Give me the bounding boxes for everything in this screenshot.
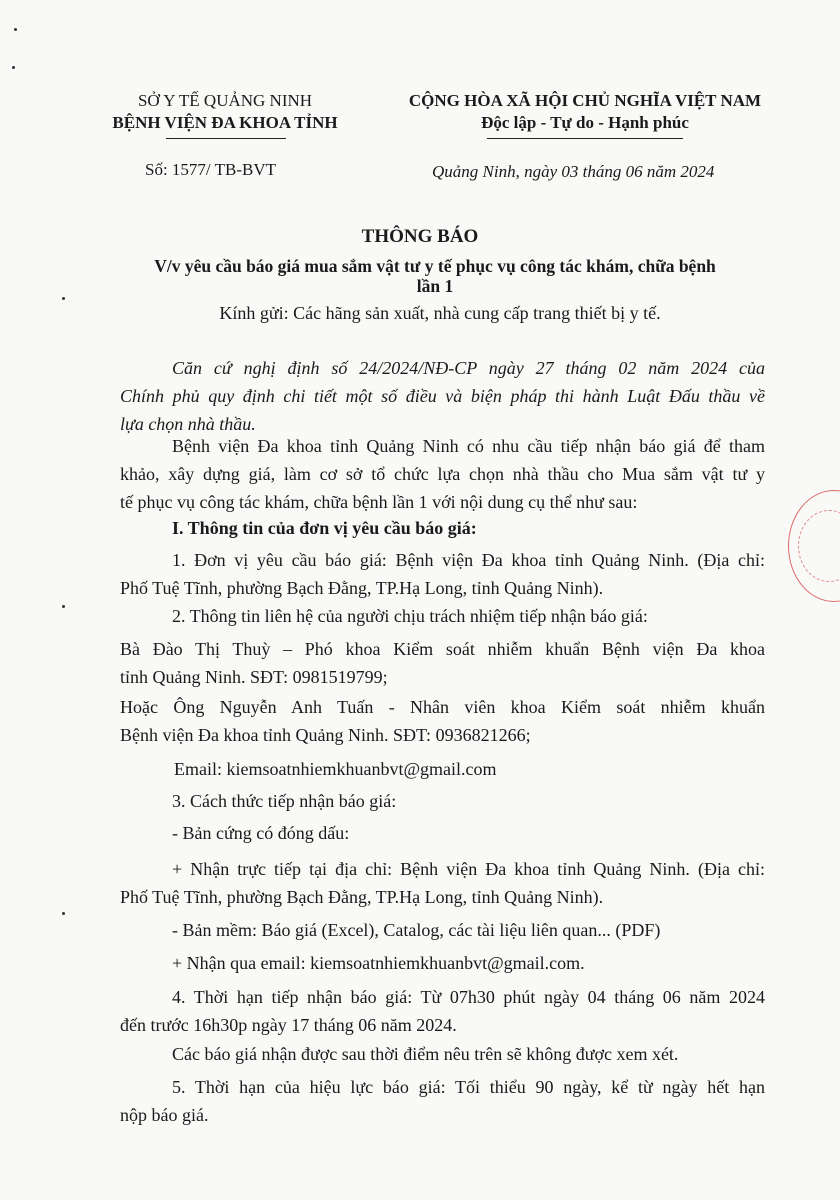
intro-line: tế phục vụ công tác khám, chữa bệnh lần 1 với nội dung cụ thể như sau: [120, 492, 638, 512]
contact-2-paragraph [120, 693, 765, 749]
document-number: Số: 1577/ TB-BVT [145, 160, 276, 179]
scan-speck [12, 66, 15, 69]
item-4-paragraph [120, 983, 765, 1039]
late-submission-note: Các báo giá nhận được sau thời điểm nêu trên sẽ không được xem xét. [172, 1044, 679, 1064]
intro-paragraph [120, 432, 765, 516]
legal-basis-paragraph [120, 354, 765, 438]
document-date: Quảng Ninh, ngày 03 tháng 06 năm 2024 [432, 162, 715, 181]
contact-1-line: tỉnh Quảng Ninh. SĐT: 0981519799; [120, 667, 388, 687]
contact-1-paragraph [120, 635, 765, 691]
contact-2-line: Hoặc Ông Nguyễn Anh Tuấn - Nhân viên khoa Kiểm soát nhiễm khuẩn [120, 697, 765, 717]
contact-email: Email: kiemsoatnhiemkhuanbvt@gmail.com [174, 759, 497, 779]
item-5-line: 5. Thời hạn của hiệu lực báo giá: Tối thiểu 90 ngày, kể từ ngày hết hạn [172, 1077, 765, 1097]
item-4-line: đến trước 16h30p ngày 17 tháng 06 năm 2024. [120, 1015, 457, 1035]
document-subject: V/v yêu cầu báo giá mua sắm vật tư y tế phục vụ công tác khám, chữa bệnh [154, 256, 716, 276]
contact-1-line: Bà Đào Thị Thuỳ – Phó khoa Kiểm soát nhiễm khuẩn Bệnh viện Đa khoa [120, 639, 765, 659]
header-nation: CỘNG HÒA XÃ HỘI CHỦ NGHĨA VIỆT NAM [408, 91, 762, 110]
scan-speck [62, 297, 65, 300]
item-1-line: Phố Tuệ Tĩnh, phường Bạch Đằng, TP.Hạ Long, tỉnh Quảng Ninh). [120, 578, 604, 598]
document-title: THÔNG BÁO [361, 226, 479, 247]
header-hospital: BỆNH VIỆN ĐA KHOA TỈNH [112, 113, 338, 132]
legal-basis-line: Căn cứ nghị định số 24/2024/NĐ-CP ngày 27 tháng 02 năm 2024 của [172, 358, 765, 378]
direct-delivery-line: + Nhận trực tiếp tại địa chỉ: Bệnh viện Đa khoa tỉnh Quảng Ninh. (Địa chỉ: [172, 859, 765, 879]
item-3-line: 3. Cách thức tiếp nhận báo giá: [172, 791, 397, 811]
direct-delivery-line: Phố Tuệ Tĩnh, phường Bạch Đằng, TP.Hạ Long, tỉnh Quảng Ninh). [120, 887, 604, 907]
item-2-line: 2. Thông tin liên hệ của người chịu trách nhiệm tiếp nhận báo giá: [172, 606, 648, 626]
soft-copy-line: - Bản mềm: Báo giá (Excel), Catalog, các tài liệu liên quan... (PDF) [172, 920, 661, 940]
document-subject-cont: lần 1 [416, 276, 454, 296]
recipient-line: Kính gửi: Các hãng sản xuất, nhà cung cấp trang thiết bị y tế. [219, 303, 661, 323]
item-5-line: nộp báo giá. [120, 1105, 209, 1125]
scan-speck [14, 28, 17, 31]
item-4-line: 4. Thời hạn tiếp nhận báo giá: Từ 07h30 phút ngày 04 tháng 06 năm 2024 [172, 987, 765, 1007]
email-delivery-line: + Nhận qua email: kiemsoatnhiemkhuanbvt@gmail.com. [172, 953, 585, 973]
contact-2-line: Bệnh viện Đa khoa tỉnh Quảng Ninh. SĐT: 0936821266; [120, 725, 531, 745]
scan-speck [62, 605, 65, 608]
legal-basis-line: Chính phủ quy định chi tiết một số điều và biện pháp thi hành Luật Đấu thầu về [120, 386, 765, 406]
header-agency: SỞ Y TẾ QUẢNG NINH [137, 91, 313, 110]
section-heading: I. Thông tin của đơn vị yêu cầu báo giá: [172, 518, 477, 538]
header-motto: Độc lập - Tự do - Hạnh phúc [481, 113, 689, 132]
item-1-paragraph [120, 546, 765, 602]
item-5-paragraph [120, 1073, 765, 1129]
scan-speck [62, 912, 65, 915]
item-1-line: 1. Đơn vị yêu cầu báo giá: Bệnh viện Đa khoa tỉnh Quảng Ninh. (Địa chỉ: [172, 550, 765, 570]
intro-line: Bệnh viện Đa khoa tỉnh Quảng Ninh có nhu cầu tiếp nhận báo giá để tham [172, 436, 765, 456]
hard-copy-line: - Bản cứng có đóng dấu: [172, 823, 350, 843]
intro-line: khảo, xây dựng giá, làm cơ sở tổ chức lựa chọn nhà thầu cho Mua sắm vật tư y [120, 464, 765, 484]
header-right-rule [487, 138, 683, 139]
legal-basis-line: lựa chọn nhà thầu. [120, 414, 256, 434]
header-left-rule [166, 138, 286, 139]
direct-delivery-paragraph [120, 855, 765, 911]
